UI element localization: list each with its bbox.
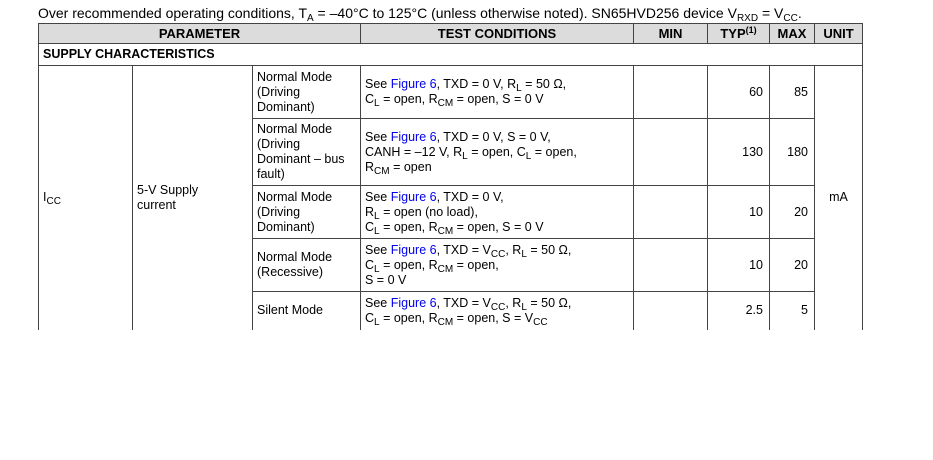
cond-text: = open, R bbox=[379, 219, 438, 234]
param-name-line1: 5-V Supply bbox=[137, 182, 199, 197]
mode-line: Silent Mode bbox=[257, 303, 324, 318]
min-cell bbox=[634, 119, 708, 186]
mode-line: (Driving bbox=[257, 204, 301, 219]
mode-cell bbox=[253, 66, 361, 119]
cond-sub: CM bbox=[374, 165, 390, 177]
cond-text: , TXD = 0 V, S = 0 V, bbox=[436, 129, 551, 144]
figure-link[interactable]: Figure 6 bbox=[390, 129, 437, 144]
cond-text: = open, C bbox=[467, 144, 526, 159]
cond-sub: CM bbox=[437, 225, 454, 237]
figure-link[interactable]: Figure 6 bbox=[390, 242, 437, 257]
max-cell: 180 bbox=[770, 119, 815, 186]
header-unit: UNIT bbox=[815, 24, 863, 44]
cond-see: See bbox=[365, 129, 391, 144]
cond-sub: CM bbox=[437, 98, 454, 109]
cond-sub: L bbox=[374, 98, 380, 109]
header-test-conditions: TEST CONDITIONS bbox=[361, 24, 634, 44]
mode-line: Normal Mode bbox=[257, 69, 333, 84]
typ-cell: 130 bbox=[708, 119, 770, 186]
cond-sub: L bbox=[374, 263, 380, 275]
section-title: SUPPLY CHARACTERISTICS bbox=[39, 44, 863, 66]
cond-text: , TXD = 0 V, bbox=[436, 189, 504, 204]
caption-vcc-sub: CC bbox=[783, 13, 798, 24]
cond-text: = open, S = 0 V bbox=[453, 219, 544, 234]
header-row bbox=[39, 24, 863, 44]
mode-cell bbox=[253, 186, 361, 239]
min-cell bbox=[634, 292, 708, 330]
cond-sub: L bbox=[374, 316, 380, 328]
cond-text: , R bbox=[505, 295, 522, 310]
cond-text: C bbox=[365, 257, 375, 272]
mode-line: Normal Mode bbox=[257, 250, 333, 264]
unit-cell: mA bbox=[815, 66, 863, 330]
cond-see: See bbox=[365, 242, 391, 257]
max-cell: 5 bbox=[770, 292, 815, 330]
mode-line: (Driving bbox=[257, 84, 301, 99]
typ-cell: 10 bbox=[708, 239, 770, 292]
typ-cell: 10 bbox=[708, 186, 770, 239]
mode-line: fault) bbox=[257, 167, 285, 181]
cond-sub: L bbox=[374, 210, 380, 222]
cond-text: = 50 Ω, bbox=[526, 242, 572, 257]
param-symbol bbox=[39, 66, 133, 330]
param-name-line2: current bbox=[137, 197, 176, 212]
cond-sub: CM bbox=[437, 263, 454, 275]
caption-vrxd-sub: RXD bbox=[736, 13, 759, 24]
test-conditions-cell bbox=[361, 292, 634, 330]
max-cell: 20 bbox=[770, 239, 815, 292]
mode-cell bbox=[253, 119, 361, 186]
cond-sub: CC bbox=[533, 316, 548, 328]
caption-prefix: Over recommended operating conditions, T bbox=[38, 5, 307, 21]
cond-sub: CC bbox=[490, 301, 506, 313]
cond-text: = open, S = 0 V bbox=[453, 92, 544, 106]
cond-sub: L bbox=[516, 83, 522, 94]
header-typ-footnote-link[interactable]: (1) bbox=[745, 25, 757, 35]
mode-line: (Recessive) bbox=[257, 265, 323, 279]
cond-text: C bbox=[365, 92, 375, 106]
figure-link[interactable]: Figure 6 bbox=[390, 189, 437, 204]
supply-characteristics-table bbox=[38, 23, 863, 330]
cond-text: = open, bbox=[453, 257, 499, 272]
min-cell bbox=[634, 239, 708, 292]
caption-range: = –40°C to 125°C (unless otherwise noted). SN65HVD256 device V bbox=[313, 5, 737, 21]
mode-line: Normal Mode bbox=[257, 189, 333, 204]
cond-text: = open, R bbox=[379, 92, 438, 106]
min-cell bbox=[634, 66, 708, 119]
cond-text: C bbox=[365, 310, 375, 325]
min-cell bbox=[634, 186, 708, 239]
cond-text: = open, bbox=[531, 144, 577, 159]
cond-text: C bbox=[365, 219, 375, 234]
cond-sub: L bbox=[462, 150, 468, 162]
max-cell: 85 bbox=[770, 66, 815, 119]
typ-cell: 60 bbox=[708, 66, 770, 119]
table-caption bbox=[38, 4, 802, 22]
param-name bbox=[133, 66, 253, 330]
cond-text: = 50 Ω, bbox=[526, 295, 572, 310]
cond-text: = open (no load), bbox=[379, 204, 478, 219]
cond-text: = open, S = V bbox=[453, 310, 534, 325]
caption-ta-sub: A bbox=[307, 13, 314, 24]
header-min: MIN bbox=[634, 24, 708, 44]
test-conditions-cell bbox=[361, 119, 634, 186]
cond-text: = 50 Ω, bbox=[521, 77, 567, 91]
test-conditions-cell bbox=[361, 66, 634, 119]
cond-sub: CC bbox=[490, 248, 506, 260]
cond-see: See bbox=[365, 189, 391, 204]
mode-cell bbox=[253, 292, 361, 330]
caption-equals: = V bbox=[758, 5, 784, 21]
cond-sub: CM bbox=[437, 316, 454, 328]
cond-text: , TXD = V bbox=[436, 242, 491, 257]
mode-line: Dominant) bbox=[257, 219, 315, 234]
header-typ bbox=[708, 24, 770, 44]
header-parameter: PARAMETER bbox=[39, 24, 361, 44]
cond-text: S = 0 V bbox=[365, 272, 407, 287]
test-conditions-cell bbox=[361, 239, 634, 292]
cond-text: = open bbox=[389, 159, 432, 174]
cond-sub: L bbox=[525, 150, 532, 162]
cond-sub: L bbox=[521, 301, 527, 313]
cond-text: , TXD = V bbox=[436, 295, 491, 310]
mode-line: (Driving bbox=[257, 137, 301, 151]
cond-text: , R bbox=[505, 242, 522, 257]
figure-link[interactable]: Figure 6 bbox=[390, 295, 437, 310]
cond-text: CANH = –12 V, R bbox=[365, 144, 463, 159]
cond-text: R bbox=[365, 204, 375, 219]
cond-see: See bbox=[365, 77, 391, 91]
cond-text: = open, R bbox=[379, 310, 438, 325]
mode-cell bbox=[253, 239, 361, 292]
typ-cell: 2.5 bbox=[708, 292, 770, 330]
cond-text: = open, R bbox=[379, 257, 438, 272]
cond-see: See bbox=[365, 295, 391, 310]
max-cell: 20 bbox=[770, 186, 815, 239]
section-row bbox=[39, 44, 863, 66]
caption-end: . bbox=[797, 5, 802, 21]
cond-sub: L bbox=[521, 248, 527, 260]
table-row bbox=[39, 66, 863, 119]
header-typ-label: TYP bbox=[720, 26, 746, 41]
param-symbol-letter: I bbox=[43, 190, 47, 205]
mode-line: Dominant) bbox=[257, 99, 315, 114]
figure-link[interactable]: Figure 6 bbox=[390, 77, 437, 91]
test-conditions-cell bbox=[361, 186, 634, 239]
param-symbol-sub: CC bbox=[46, 196, 61, 208]
cond-text: R bbox=[365, 159, 375, 174]
header-max: MAX bbox=[770, 24, 815, 44]
cond-text: , TXD = 0 V, R bbox=[436, 77, 517, 91]
cond-sub: L bbox=[374, 225, 380, 237]
mode-line: Dominant – bus bbox=[257, 152, 345, 166]
mode-line: Normal Mode bbox=[257, 122, 333, 136]
